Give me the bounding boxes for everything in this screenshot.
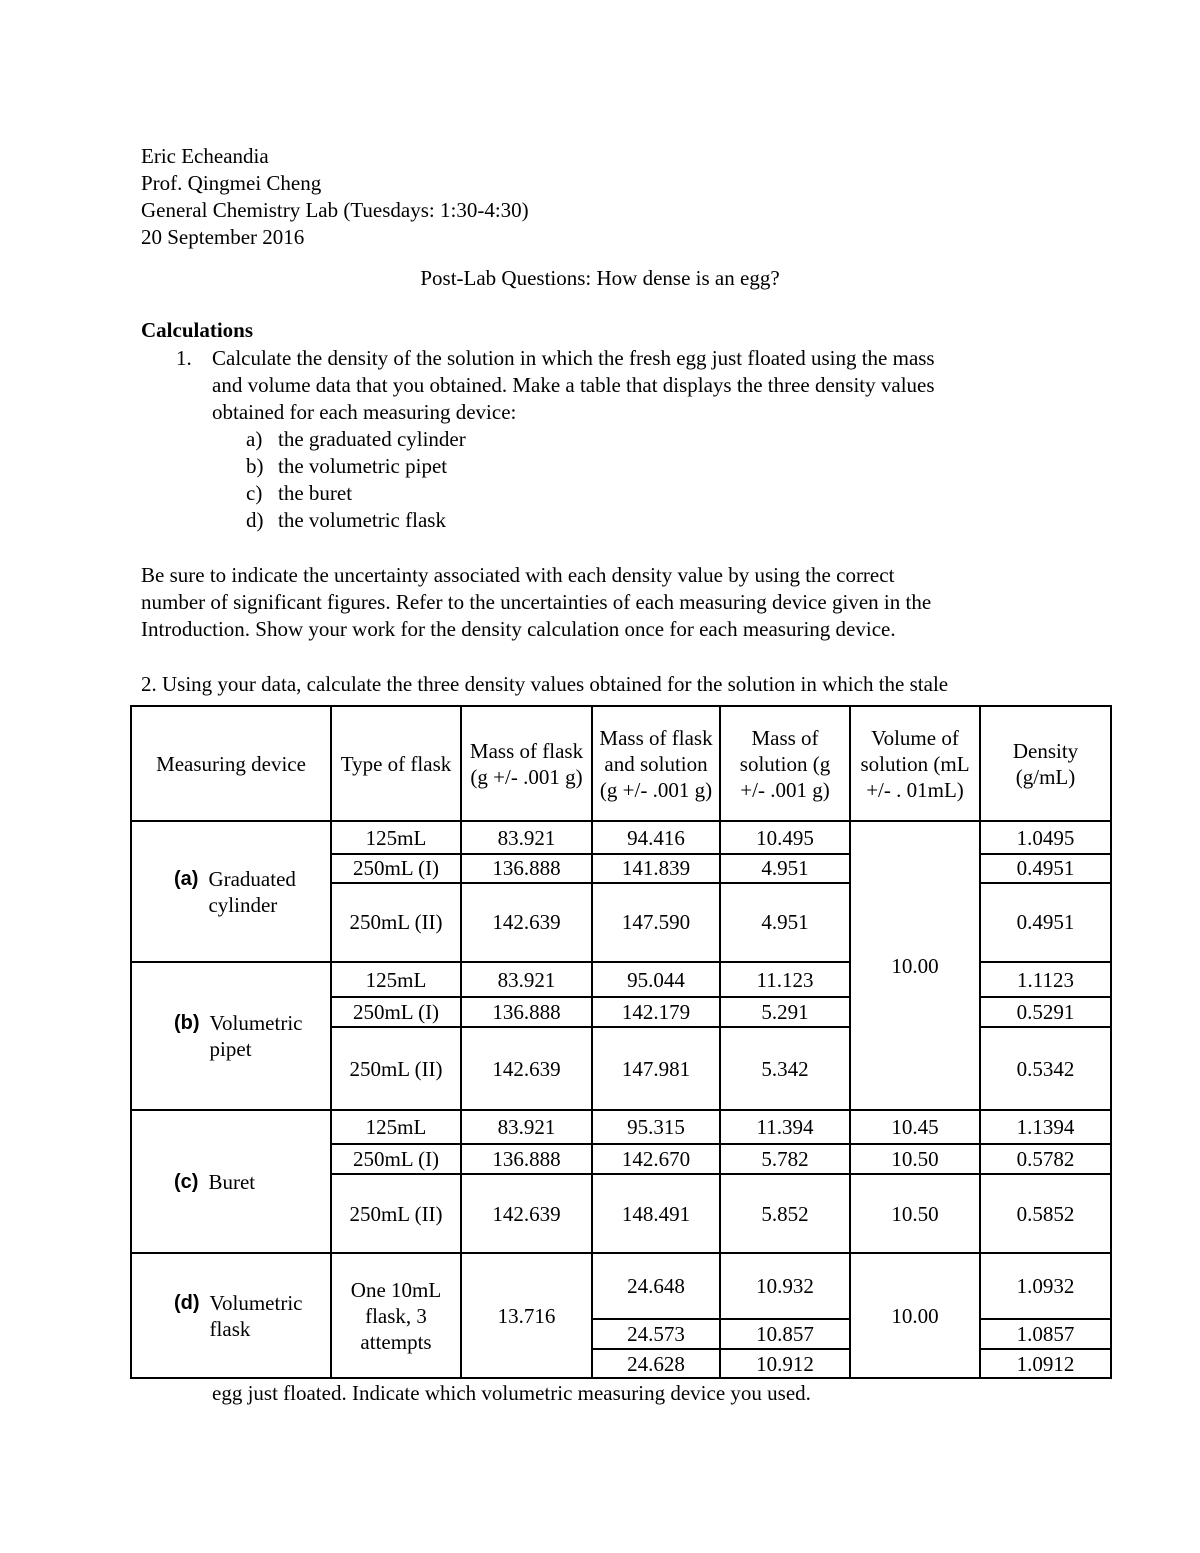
header-mass-flask-solution: Mass of flask and solution (g +/- .001 g) [592, 706, 720, 821]
mass-total-cell: 148.491 [592, 1174, 720, 1254]
device-name: Volumetric pipet [209, 1011, 303, 1062]
mass-flask-cell: 142.639 [461, 1174, 592, 1254]
instruction-line: Introduction. Show your work for the density calculation once for each measuring device. [141, 617, 896, 641]
density-cell: 1.0857 [980, 1319, 1111, 1350]
list-item-letter: c) [246, 481, 263, 505]
question-1-line: obtained for each measuring device: [212, 400, 517, 424]
mass-solution-cell: 4.951 [720, 883, 850, 963]
device-letter: (d) [174, 1291, 200, 1314]
mass-total-cell: 141.839 [592, 854, 720, 883]
device-letter: (a) [174, 867, 199, 890]
mass-solution-cell: 10.912 [720, 1349, 850, 1378]
density-cell: 1.0912 [980, 1349, 1111, 1378]
mass-solution-cell: 5.852 [720, 1174, 850, 1254]
calculations-heading: Calculations [141, 318, 254, 342]
question-2-tail: egg just floated. Indicate which volumetric measuring device you used. [212, 1381, 811, 1405]
question-2-line: 2. Using your data, calculate the three density values obtained for the solution in which the stale [141, 672, 949, 696]
mass-flask-cell: 136.888 [461, 997, 592, 1027]
device-volumetric-pipet [131, 962, 331, 1110]
density-cell: 0.4951 [980, 883, 1111, 963]
list-item-letter: a) [246, 427, 263, 451]
flask-type-cell: 250mL (II) [331, 1174, 461, 1254]
flask-type-cell: 125mL [331, 821, 461, 854]
device-name: Graduated cylinder [208, 866, 296, 917]
table-header-row [131, 706, 1111, 821]
mass-solution-cell: 5.782 [720, 1144, 850, 1174]
list-item: the buret [278, 481, 353, 505]
question-1-number: 1. [176, 346, 192, 370]
density-cell: 1.1123 [980, 962, 1111, 997]
table-row [131, 1110, 1111, 1144]
volume-cell: 10.50 [850, 1174, 980, 1254]
volume-cell: 10.50 [850, 1144, 980, 1174]
mass-flask-cell: 136.888 [461, 1144, 592, 1174]
mass-flask-cell: 142.639 [461, 1027, 592, 1111]
density-cell: 0.5782 [980, 1144, 1111, 1174]
mass-solution-cell: 5.291 [720, 997, 850, 1027]
device-buret [131, 1110, 331, 1253]
list-item: the volumetric flask [278, 508, 446, 532]
density-cell: 0.4951 [980, 854, 1111, 883]
mass-total-cell: 94.416 [592, 821, 720, 854]
mass-solution-cell: 10.857 [720, 1319, 850, 1350]
list-item-letter: b) [246, 454, 264, 478]
mass-solution-cell: 5.342 [720, 1027, 850, 1111]
header-density: Density (g/mL) [980, 706, 1111, 821]
instruction-line: Be sure to indicate the uncertainty associated with each density value by using the correct [141, 563, 895, 587]
mass-solution-cell: 4.951 [720, 854, 850, 883]
mass-flask-cell: 136.888 [461, 854, 592, 883]
list-item: the volumetric pipet [278, 454, 448, 478]
header-mass-of-flask: Mass of flask (g +/- .001 g) [461, 706, 592, 821]
mass-total-cell: 95.315 [592, 1110, 720, 1144]
list-item: the graduated cylinder [278, 427, 466, 451]
device-letter: (b) [174, 1012, 200, 1035]
mass-solution-cell: 10.932 [720, 1253, 850, 1318]
document-title: Post-Lab Questions: How dense is an egg? [420, 266, 780, 290]
device-name: Buret [208, 1169, 256, 1194]
question-1-line: Calculate the density of the solution in which the fresh egg just floated using the mass [212, 346, 935, 370]
header-type-of-flask: Type of flask [331, 706, 461, 821]
mass-total-cell: 24.573 [592, 1319, 720, 1350]
device-name: Volumetric flask [209, 1290, 303, 1341]
volume-cell: 10.00 [850, 1253, 980, 1378]
mass-total-cell: 142.670 [592, 1144, 720, 1174]
list-item-letter: d) [246, 508, 264, 532]
mass-flask-cell: 142.639 [461, 883, 592, 963]
instruction-line: number of significant figures. Refer to the uncertainties of each measuring device given in the [141, 590, 932, 614]
table-row [131, 821, 1111, 854]
density-cell: 1.0932 [980, 1253, 1111, 1318]
mass-total-cell: 24.648 [592, 1253, 720, 1318]
mass-total-cell: 95.044 [592, 962, 720, 997]
mass-total-cell: 147.590 [592, 883, 720, 963]
device-volumetric-flask [131, 1253, 331, 1378]
header-measuring-device: Measuring device [131, 706, 331, 821]
course-name: General Chemistry Lab (Tuesdays: 1:30-4:30) [141, 198, 529, 222]
professor-name: Prof. Qingmei Cheng [141, 171, 322, 195]
flask-type-cell: 250mL (I) [331, 1144, 461, 1174]
mass-solution-cell: 11.123 [720, 962, 850, 997]
density-cell: 0.5291 [980, 997, 1111, 1027]
mass-solution-cell: 11.394 [720, 1110, 850, 1144]
question-1-line: and volume data that you obtained. Make a table that displays the three density values [212, 373, 935, 397]
flask-type-cell: 250mL (II) [331, 883, 461, 963]
mass-flask-cell: 83.921 [461, 1110, 592, 1144]
mass-total-cell: 24.628 [592, 1349, 720, 1378]
mass-flask-cell: 13.716 [461, 1253, 592, 1378]
volume-cell: 10.00 [850, 821, 980, 1110]
device-letter: (c) [174, 1170, 199, 1193]
header-volume-of-solution: Volume of solution (mL +/- . 01mL) [850, 706, 980, 821]
density-cell: 0.5342 [980, 1027, 1111, 1111]
flask-type-cell: 250mL (I) [331, 854, 461, 883]
mass-flask-cell: 83.921 [461, 821, 592, 854]
flask-type-cell: 250mL (I) [331, 997, 461, 1027]
mass-flask-cell: 83.921 [461, 962, 592, 997]
header-mass-of-solution: Mass of solution (g +/- .001 g) [720, 706, 850, 821]
flask-type-cell: 250mL (II) [331, 1027, 461, 1111]
flask-type-cell: 125mL [331, 962, 461, 997]
table-row [131, 1253, 1111, 1318]
density-cell: 0.5852 [980, 1174, 1111, 1254]
density-cell: 1.0495 [980, 821, 1111, 854]
flask-type-cell: One 10mL flask, 3 attempts [331, 1253, 461, 1378]
flask-type-cell: 125mL [331, 1110, 461, 1144]
density-data-table [130, 705, 1112, 1379]
student-name: Eric Echeandia [141, 144, 269, 168]
report-date: 20 September 2016 [141, 225, 305, 249]
volume-cell: 10.45 [850, 1110, 980, 1144]
mass-solution-cell: 10.495 [720, 821, 850, 854]
mass-total-cell: 147.981 [592, 1027, 720, 1111]
mass-total-cell: 142.179 [592, 997, 720, 1027]
device-graduated-cylinder [131, 821, 331, 962]
density-cell: 1.1394 [980, 1110, 1111, 1144]
